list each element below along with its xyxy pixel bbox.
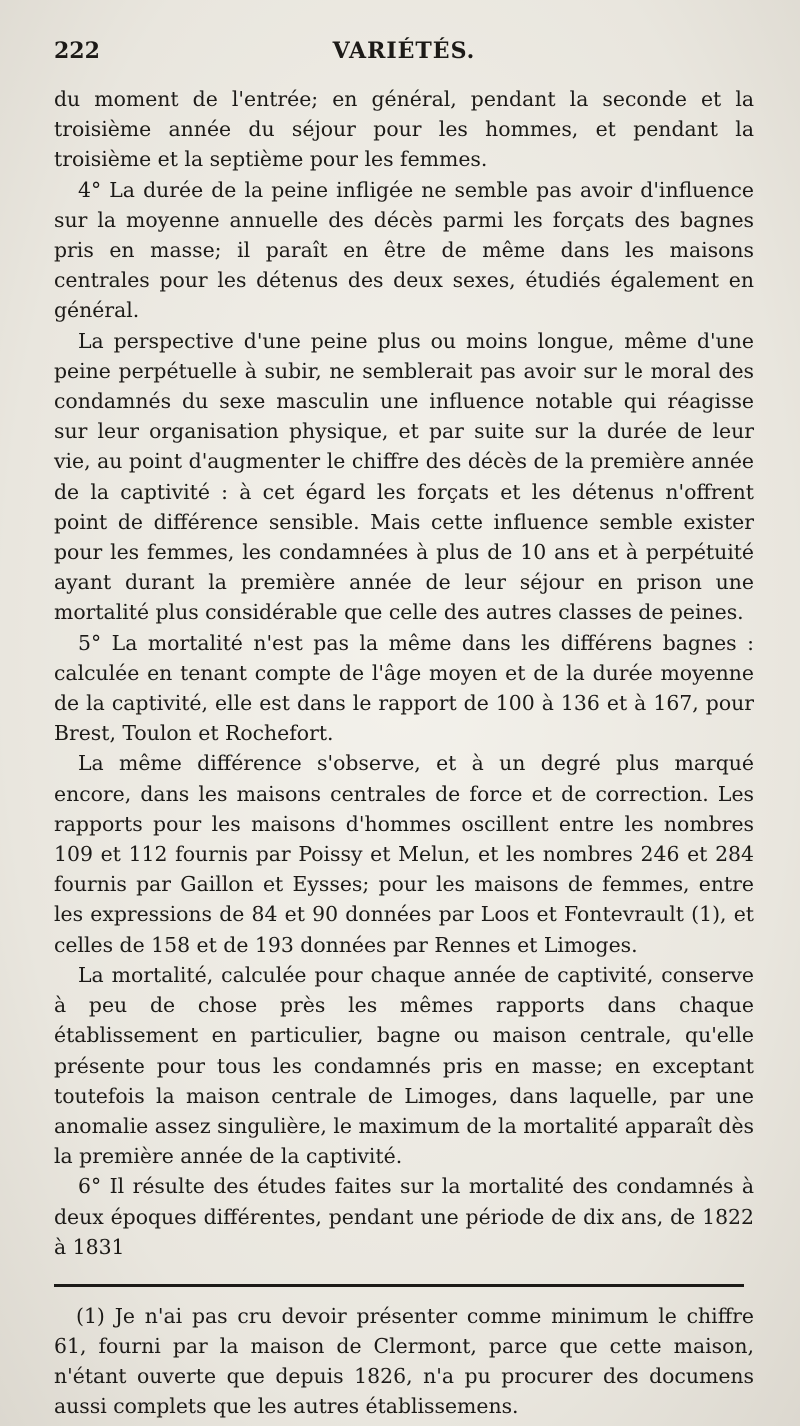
page-number: 222 (54, 38, 100, 64)
paragraph-point-6: 6° Il résulte des études faites sur la mortalité des condamnés à deux époques différentes, pendant une période de dix ans, de 1822 à 1831 (54, 1174, 754, 1259)
body-text (54, 84, 754, 1262)
paragraph-perspective: La perspective d'une peine plus ou moins longue, même d'une peine perpétuelle à subir, ne semblerait pas avoir sur le moral des condamnés du sexe masculin une influence notable qui réagisse sur leur organisation physique, et par suite sur la durée de leur vie, au point d'augmenter le chiffre des décès de la première année de la captivité : à cet égard les forçats et les détenus n'offrent point de différence sensible. Mais cette influence semble exister pour les femmes, les condamnées à plus de 10 ans et à perpétuité ayant durant la première année de leur séjour en prison une mortalité plus considérable que celle des autres classes de peines. (54, 328, 754, 625)
footnote (54, 1301, 754, 1421)
running-head (54, 38, 754, 78)
paragraph-continuation: du moment de l'entrée; en général, pendant la seconde et la troisième année du séjour pour les hommes, et pendant la troisième et la septième pour les femmes. (54, 87, 754, 172)
paragraph-mortality: La mortalité, calculée pour chaque année de captivité, conserve à peu de chose près les mêmes rapports dans chaque établissement en particulier, bagne ou maison centrale, qu'elle présente pour tous les condamnés pris en masse; en exceptant toutefois la maison centrale de Limoges, dans laquelle, par une anomalie assez singulière, le maximum de la mortalité apparaît dès la première année de la captivité. (54, 962, 754, 1169)
footnote-divider (54, 1284, 744, 1287)
paragraph-difference: La même différence s'observe, et à un degré plus marqué encore, dans les maisons centrales de force et de correction. Les rapports pour les maisons d'hommes oscillent entre les nombres 109 et 112 fournis par Poissy et Melun, et les nombres 246 et 284 fournis par Gaillon et Eysses; pour les maisons de femmes, entre les expressions de 84 et 90 données par Loos et Fontevrault (1), et celles de 158 et de 193 données par Rennes et Limoges. (54, 751, 754, 957)
running-title: VARIÉTÉS. (332, 38, 476, 64)
paragraph-point-4: 4° La durée de la peine infligée ne semble pas avoir d'influence sur la moyenne annuelle des décès parmi les forçats des bagnes pris en masse; il paraît en être de même dans les maisons centrales pour les détenus des deux sexes, étudiés également en général. (54, 177, 754, 323)
footnote-text: (1) Je n'ai pas cru devoir présenter comme minimum le chiffre 61, fourni par la maison de Clermont, parce que cette maison, n'étant ouverte que depuis 1826, n'a pu procurer des documens aussi complets que les autres établissemens. (54, 1303, 754, 1418)
paragraph-point-5: 5° La mortalité n'est pas la même dans les différens bagnes : calculée en tenant compte de l'âge moyen et de la durée moyenne de la captivité, elle est dans le rapport de 100 à 136 et à 167, pour Brest, Toulon et Rochefort. (54, 630, 754, 746)
